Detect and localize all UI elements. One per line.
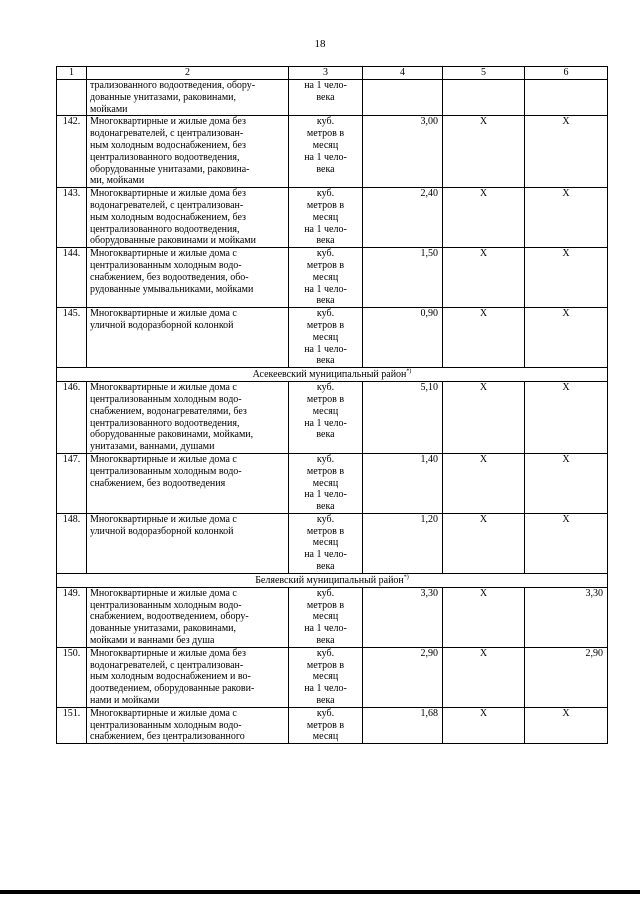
- row-value-col5: X: [443, 587, 525, 647]
- row-value-col6: 3,30: [525, 587, 608, 647]
- table-row: [57, 587, 608, 647]
- table-row: [57, 453, 608, 513]
- row-description-line: централизованного водоотведения,: [90, 223, 240, 235]
- row-unit-line: на 1 чело-: [304, 223, 347, 235]
- row-value-col6: X: [525, 308, 608, 368]
- row-number: 148.: [57, 513, 87, 573]
- row-unit-line: метров в: [306, 128, 345, 140]
- row-value-col5: [443, 80, 525, 116]
- table-row: [57, 188, 608, 248]
- district-header-row: [57, 573, 608, 587]
- row-unit-line: месяц: [312, 139, 339, 151]
- row-value-col4: 2,40: [363, 188, 443, 248]
- row-description: [87, 308, 289, 368]
- row-unit-line: на 1 чело-: [304, 683, 347, 695]
- row-description: [87, 513, 289, 573]
- row-description-line: снабжением, без централизованного: [90, 731, 245, 743]
- header-cell: 2: [87, 67, 289, 80]
- row-unit-line: века: [316, 561, 335, 573]
- table-row: [57, 308, 608, 368]
- row-unit-line: месяц: [312, 477, 339, 489]
- row-description-line: Многоквартирные и жилые дома без: [90, 188, 246, 200]
- district-title: [57, 573, 608, 587]
- row-description-line: ным холодным водоснабжением, без: [90, 211, 246, 223]
- row-unit-line: на 1 чело-: [304, 549, 347, 561]
- row-value-col4: 1,20: [363, 513, 443, 573]
- row-description: [87, 80, 289, 116]
- row-unit: [289, 453, 363, 513]
- row-unit-line: куб.: [316, 513, 335, 525]
- row-description-line: централизованного водоотведения,: [90, 151, 240, 163]
- row-unit-line: на 1 чело-: [304, 283, 347, 295]
- row-unit-line: месяц: [312, 405, 339, 417]
- row-number: [57, 80, 87, 116]
- row-unit-line: метров в: [306, 525, 345, 537]
- row-description-line: Многоквартирные и жилые дома с: [90, 513, 237, 525]
- row-value-col4: 3,00: [363, 116, 443, 188]
- row-unit-line: месяц: [312, 537, 339, 549]
- row-number: 145.: [57, 308, 87, 368]
- row-unit-line: на 1 чело-: [304, 80, 347, 91]
- row-unit-line: куб.: [316, 647, 335, 659]
- row-unit: [289, 647, 363, 707]
- row-description-line: уличной водоразборной колонкой: [90, 319, 234, 331]
- row-description-line: централизованным холодным водо-: [90, 719, 242, 731]
- row-unit-line: метров в: [306, 393, 345, 405]
- row-description-line: оборудованные унитазами, раковина-: [90, 163, 250, 175]
- row-unit: [289, 248, 363, 308]
- row-description: [87, 116, 289, 188]
- row-number: 144.: [57, 248, 87, 308]
- header-cell: 3: [289, 67, 363, 80]
- row-unit-line: куб.: [316, 308, 335, 320]
- row-description-line: снабжением, без водоотведения, обо-: [90, 271, 249, 283]
- page-number: 18: [314, 38, 326, 50]
- row-number: 142.: [57, 116, 87, 188]
- header-row: [57, 67, 608, 80]
- row-unit-line: века: [316, 355, 335, 367]
- row-number: 147.: [57, 453, 87, 513]
- row-value-col4: [363, 80, 443, 116]
- page-bottom-rule: [0, 890, 640, 894]
- row-description-line: снабжением, без водоотведения: [90, 477, 226, 489]
- row-description-line: оборудованные раковинами и мойками: [90, 235, 256, 247]
- row-value-col6: X: [525, 513, 608, 573]
- row-description-line: Многоквартирные и жилые дома с: [90, 453, 237, 465]
- row-description-line: мойками и ваннами без душа: [90, 635, 215, 647]
- row-unit: [289, 513, 363, 573]
- row-description: [87, 647, 289, 707]
- row-unit-line: куб.: [316, 248, 335, 260]
- row-unit-line: века: [316, 235, 335, 247]
- row-unit-line: века: [316, 91, 335, 103]
- table-row: [57, 248, 608, 308]
- row-unit-line: века: [316, 163, 335, 175]
- row-description: [87, 248, 289, 308]
- row-unit-line: куб.: [316, 587, 335, 599]
- row-value-col4: 0,90: [363, 308, 443, 368]
- row-description-line: Многоквартирные и жилые дома с: [90, 248, 237, 260]
- row-value-col5: X: [443, 707, 525, 743]
- row-value-col5: X: [443, 248, 525, 308]
- row-description: [87, 188, 289, 248]
- row-description-line: ным холодным водоснабжением и во-: [90, 671, 251, 683]
- row-unit-line: на 1 чело-: [304, 343, 347, 355]
- header-cell: 5: [443, 67, 525, 80]
- row-number: 143.: [57, 188, 87, 248]
- row-value-col6: [525, 80, 608, 116]
- row-value-col6: X: [525, 707, 608, 743]
- row-value-col5: X: [443, 513, 525, 573]
- row-description-line: оборудованные раковинами, мойками,: [90, 429, 254, 441]
- row-number: 151.: [57, 707, 87, 743]
- row-value-col5: X: [443, 453, 525, 513]
- row-description-line: Многоквартирные и жилые дома с: [90, 308, 237, 320]
- row-description-line: водонагревателей, с централизован-: [90, 199, 244, 211]
- row-description-line: Многоквартирные и жилые дома с: [90, 382, 237, 394]
- table-row: [57, 513, 608, 573]
- row-description-line: водонагревателей, с централизован-: [90, 659, 244, 671]
- row-description-line: Многоквартирные и жилые дома с: [90, 707, 237, 719]
- row-description-line: Многоквартирные и жилые дома без: [90, 116, 246, 128]
- row-description-line: централизованного водоотведения,: [90, 417, 240, 429]
- row-unit-line: века: [316, 501, 335, 513]
- row-unit-line: куб.: [316, 116, 335, 128]
- row-unit-line: метров в: [306, 659, 345, 671]
- row-unit-line: месяц: [312, 211, 339, 223]
- row-description-line: водонагревателей, с централизован-: [90, 128, 244, 140]
- row-value-col4: 5,10: [363, 382, 443, 454]
- row-number: 149.: [57, 587, 87, 647]
- footnote-mark: *): [403, 574, 409, 581]
- row-unit-line: века: [316, 295, 335, 307]
- tariff-table: [56, 66, 608, 744]
- row-value-col6: 2,90: [525, 647, 608, 707]
- row-unit-line: века: [316, 429, 335, 441]
- row-description: [87, 587, 289, 647]
- row-unit: [289, 382, 363, 454]
- row-unit-line: куб.: [316, 382, 335, 394]
- table-row: [57, 382, 608, 454]
- row-description: [87, 453, 289, 513]
- row-unit-line: метров в: [306, 199, 345, 211]
- row-value-col6: X: [525, 188, 608, 248]
- row-unit: [289, 188, 363, 248]
- row-unit-line: метров в: [306, 259, 345, 271]
- row-unit-line: месяц: [312, 671, 339, 683]
- row-description-line: Многоквартирные и жилые дома без: [90, 647, 246, 659]
- row-unit: [289, 707, 363, 743]
- row-unit-line: месяц: [312, 731, 339, 743]
- table-row: [57, 707, 608, 743]
- district-name: Асекеевский муниципальный район: [252, 369, 407, 381]
- row-unit-line: века: [316, 695, 335, 707]
- row-description-line: унитазами, ваннами, душами: [90, 441, 215, 453]
- row-description-line: доотведением, оборудованные ракови-: [90, 683, 255, 695]
- row-description-line: Многоквартирные и жилые дома с: [90, 587, 237, 599]
- row-value-col4: 2,90: [363, 647, 443, 707]
- row-description-line: рудованные умывальниками, мойками: [90, 283, 254, 295]
- row-description-line: централизованным холодным водо-: [90, 259, 242, 271]
- row-value-col5: X: [443, 308, 525, 368]
- row-description-line: централизованным холодным водо-: [90, 465, 242, 477]
- row-description-line: уличной водоразборной колонкой: [90, 525, 234, 537]
- row-unit-line: месяц: [312, 271, 339, 283]
- continuation-row: [57, 80, 608, 116]
- row-description-line: снабжением, водоотведением, обору-: [90, 611, 249, 623]
- row-value-col4: 1,40: [363, 453, 443, 513]
- district-name: Беляевский муниципальный район: [255, 574, 404, 586]
- row-value-col5: X: [443, 116, 525, 188]
- row-description-line: ным холодным водоснабжением, без: [90, 139, 246, 151]
- row-number: 150.: [57, 647, 87, 707]
- row-unit-line: метров в: [306, 319, 345, 331]
- row-description-line: централизованным холодным водо-: [90, 599, 242, 611]
- row-description-line: мойками: [90, 103, 128, 115]
- row-description: [87, 382, 289, 454]
- district-header-row: [57, 368, 608, 382]
- row-value-col5: X: [443, 647, 525, 707]
- row-unit-line: века: [316, 635, 335, 647]
- row-value-col5: X: [443, 382, 525, 454]
- header-cell: 4: [363, 67, 443, 80]
- table-row: [57, 116, 608, 188]
- header-cell: 6: [525, 67, 608, 80]
- row-value-col4: 1,68: [363, 707, 443, 743]
- row-unit-line: месяц: [312, 331, 339, 343]
- row-description-line: трализованного водоотведения, обору-: [90, 80, 256, 91]
- row-unit-line: на 1 чело-: [304, 151, 347, 163]
- row-value-col6: X: [525, 453, 608, 513]
- table-row: [57, 647, 608, 707]
- row-value-col6: X: [525, 382, 608, 454]
- row-unit-line: на 1 чело-: [304, 417, 347, 429]
- row-number: 146.: [57, 382, 87, 454]
- row-unit-line: на 1 чело-: [304, 489, 347, 501]
- row-value-col6: X: [525, 248, 608, 308]
- row-value-col4: 1,50: [363, 248, 443, 308]
- row-unit-line: куб.: [316, 707, 335, 719]
- row-unit-line: месяц: [312, 611, 339, 623]
- row-unit-line: метров в: [306, 719, 345, 731]
- row-description-line: снабжением, водонагревателями, без: [90, 405, 247, 417]
- row-value-col4: 3,30: [363, 587, 443, 647]
- row-unit: [289, 80, 363, 116]
- row-description-line: ми, мойками: [90, 175, 145, 187]
- row-description-line: дованные унитазами, раковинами,: [90, 623, 237, 635]
- row-unit: [289, 587, 363, 647]
- row-description-line: централизованным холодным водо-: [90, 393, 242, 405]
- row-description-line: дованные унитазами, раковинами,: [90, 91, 237, 103]
- row-unit-line: на 1 чело-: [304, 623, 347, 635]
- row-description-line: нами и мойками: [90, 695, 160, 707]
- row-description: [87, 707, 289, 743]
- row-unit-line: куб.: [316, 453, 335, 465]
- footnote-mark: *): [406, 368, 412, 375]
- row-unit-line: метров в: [306, 465, 345, 477]
- row-value-col5: X: [443, 188, 525, 248]
- row-unit: [289, 116, 363, 188]
- row-unit: [289, 308, 363, 368]
- row-unit-line: куб.: [316, 188, 335, 200]
- header-cell: 1: [57, 67, 87, 80]
- row-unit-line: метров в: [306, 599, 345, 611]
- row-value-col6: X: [525, 116, 608, 188]
- district-title: [57, 368, 608, 382]
